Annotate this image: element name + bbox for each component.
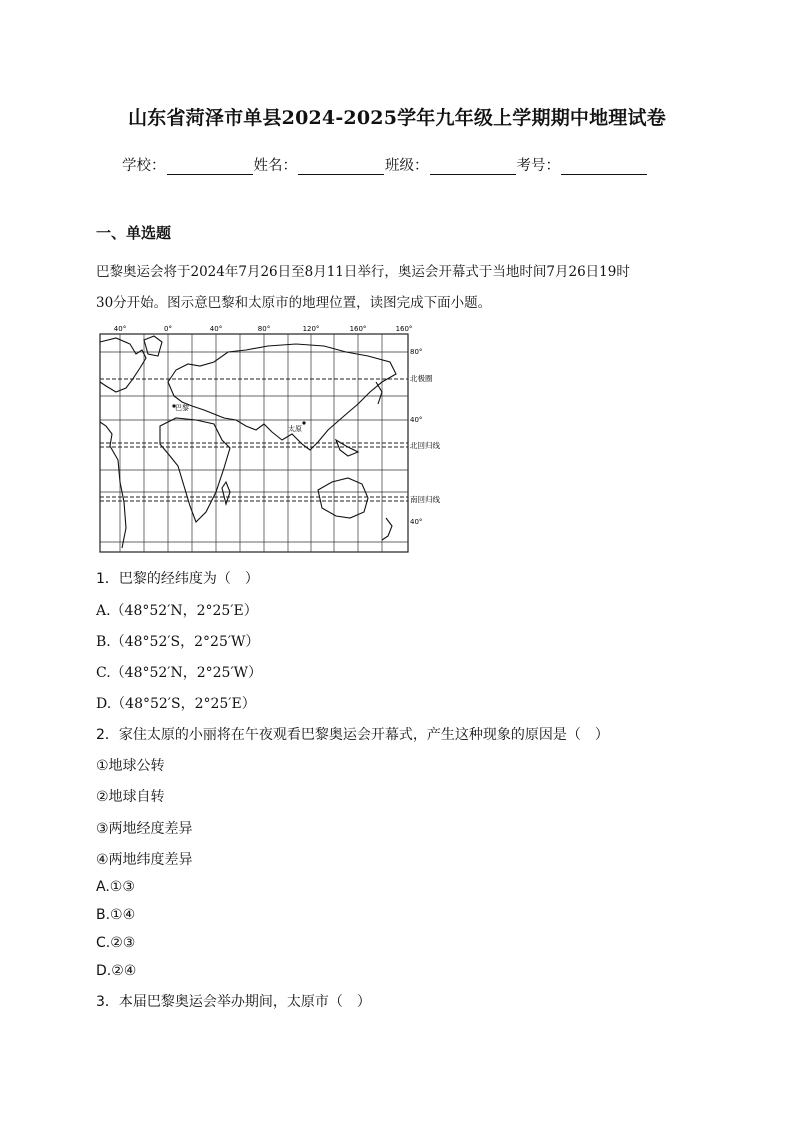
question-1-option-d[interactable]: D.（48°52′S，2°25′E） bbox=[96, 696, 256, 712]
tropic-of-capricorn-label: 南回归线 bbox=[410, 495, 440, 504]
question-1-stem: 1．巴黎的经纬度为（ ） bbox=[96, 571, 259, 587]
student-info-line bbox=[122, 154, 648, 175]
lon-label: 40° bbox=[113, 325, 127, 333]
question-2-statement-1: ①地球公转 bbox=[96, 758, 165, 774]
lat-label: 40° bbox=[410, 518, 423, 526]
school-blank bbox=[167, 158, 253, 175]
question-2-statement-3: ③两地经度差异 bbox=[96, 821, 193, 837]
question-2-option-b[interactable]: B.①④ bbox=[96, 907, 136, 923]
taiyuan-label: 太原 bbox=[288, 425, 302, 433]
question-2-stem: 2．家住太原的小丽将在午夜观看巴黎奥运会开幕式，产生这种现象的原因是（ ） bbox=[96, 727, 609, 743]
taiyuan-marker bbox=[302, 421, 305, 424]
class-blank bbox=[430, 158, 516, 175]
question-2-option-a[interactable]: A.①③ bbox=[96, 879, 135, 895]
number-label: 考号： bbox=[516, 158, 560, 174]
number-blank bbox=[561, 158, 647, 175]
tropic-of-cancer-label: 北回归线 bbox=[410, 441, 440, 450]
question-3-stem: 3．本届巴黎奥运会举办期间，太原市（ ） bbox=[96, 994, 371, 1010]
question-2-option-d[interactable]: D.②④ bbox=[96, 963, 137, 979]
arctic-circle-label: 北极圈 bbox=[410, 374, 433, 383]
question-2-statement-4: ④两地纬度差异 bbox=[96, 852, 193, 868]
question-1-option-b[interactable]: B.（48°52′S，2°25′W） bbox=[96, 634, 260, 650]
lon-label: 120° bbox=[302, 325, 320, 333]
intro-line-2: 30分开始。图示意巴黎和太原市的地理位置，读图完成下面小题。 bbox=[96, 295, 492, 311]
lon-label: 160° bbox=[349, 325, 367, 333]
page-title: 山东省菏泽市单县2024-2025学年九年级上学期期中地理试卷 bbox=[128, 107, 666, 129]
lat-label: 40° bbox=[410, 416, 423, 424]
intro-line-1: 巴黎奥运会将于2024年7月26日至8月11日举行，奥运会开幕式于当地时间7月26日19时 bbox=[96, 264, 630, 280]
name-blank bbox=[298, 158, 384, 175]
question-2-option-c[interactable]: C.②③ bbox=[96, 935, 136, 951]
lon-label: 0° bbox=[164, 325, 172, 333]
lat-label: 80° bbox=[410, 348, 423, 356]
question-1-option-c[interactable]: C.（48°52′N，2°25′W） bbox=[96, 665, 263, 681]
name-label: 姓名： bbox=[253, 158, 297, 174]
world-map-figure bbox=[96, 322, 440, 558]
question-2-statement-2: ②地球自转 bbox=[96, 789, 165, 805]
school-label: 学校： bbox=[122, 158, 166, 174]
section-heading: 一、单选题 bbox=[96, 224, 172, 242]
lon-label: 160° bbox=[395, 325, 413, 333]
class-label: 班级： bbox=[385, 158, 429, 174]
lon-label: 40° bbox=[209, 325, 223, 333]
world-map bbox=[96, 322, 440, 554]
paris-label: 巴黎 bbox=[175, 404, 189, 412]
question-1-option-a[interactable]: A.（48°52′N，2°25′E） bbox=[96, 603, 258, 619]
lon-label: 80° bbox=[257, 325, 271, 333]
